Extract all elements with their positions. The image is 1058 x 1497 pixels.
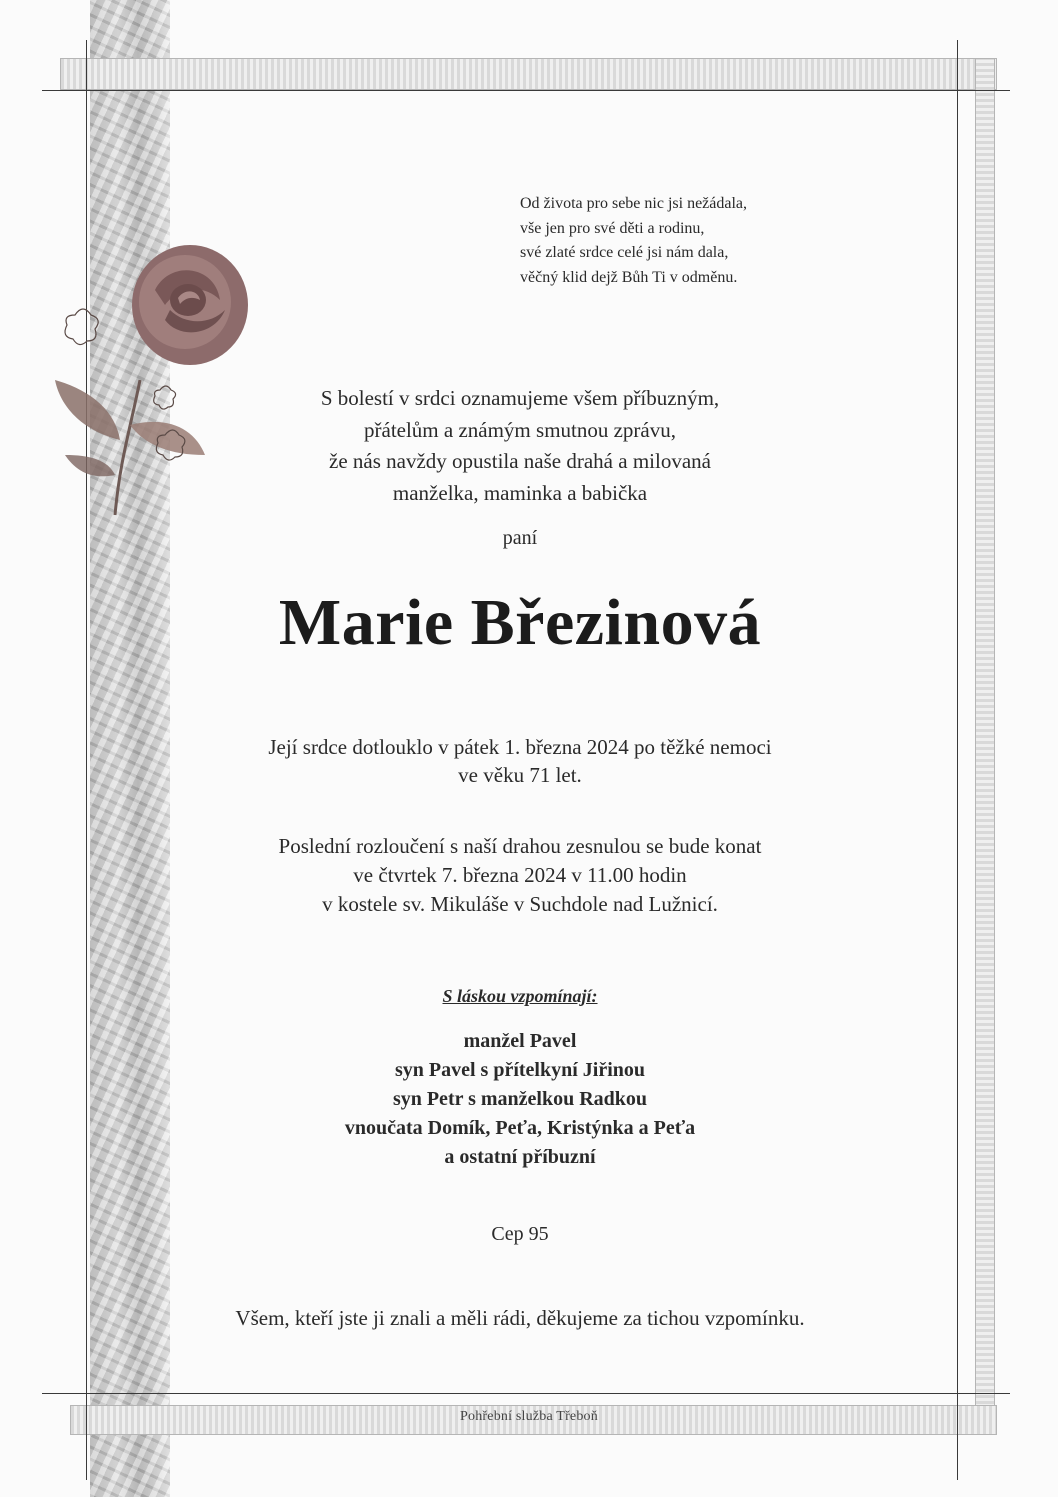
frame-line-bottom [42,1393,1010,1394]
honorific: paní [502,527,538,549]
mourner-entry: manžel Pavel [463,1030,577,1052]
mourner-entry: syn Petr s manželkou Radkou [392,1088,648,1110]
thanks-note: Všem, kteří jste ji znali a měli rádi, děkujeme za tichou vzpomínku. [235,1306,805,1330]
address: Cep 95 [491,1223,549,1245]
deceased-name: Marie Březinová [278,586,762,659]
frame-band-top [60,58,997,90]
death-notice [120,733,920,789]
mourner-entry: a ostatní příbuzní [444,1146,596,1168]
frame-line-right [957,40,958,1480]
announcement-line: přátelům a známým smutnou zprávu, [364,417,676,442]
poem-line: věčný klid dejž Bůh Ti v odměnu. [520,268,738,286]
mourner-entry: syn Pavel s přítelkyní Jiřinou [394,1059,646,1081]
announcement-line: manželka, maminka a babička [392,480,648,505]
frame-band-right [975,58,995,1435]
announcement [200,383,840,509]
poem-line: své zlaté srdce celé jsi nám dala, [520,244,729,261]
mourner-entry: vnoučata Domík, Peťa, Kristýnka a Peťa [344,1117,696,1139]
death-notice-line: ve věku 71 let. [458,763,582,787]
poem [520,192,850,290]
mourners-heading: S láskou vzpomínají: [442,986,598,1006]
announcement-line: že nás navždy opustila naše drahá a milovaná [329,449,711,473]
announcement-line: S bolestí v srdci oznamujeme všem příbuzným, [320,386,720,410]
funeral-details [120,832,920,919]
poem-line: vše jen pro své děti a rodinu, [520,219,705,237]
frame-line-top [42,90,1010,91]
footer-funeral-service: Pohřební služba Třeboň [460,1409,598,1424]
poem-line: Od života pro sebe nic jsi nežádala, [520,195,748,212]
mourners-list [150,1027,890,1172]
funeral-line: Poslední rozloučení s naší drahou zesnulou se bude konat [278,834,762,858]
funeral-line: ve čtvrtek 7. března 2024 v 11.00 hodin [353,863,687,887]
funeral-line: v kostele sv. Mikuláše v Suchdole nad Lužnicí. [322,892,718,916]
death-notice-line: Její srdce dotlouklo v pátek 1. března 2024 po těžké nemoci [268,735,772,759]
